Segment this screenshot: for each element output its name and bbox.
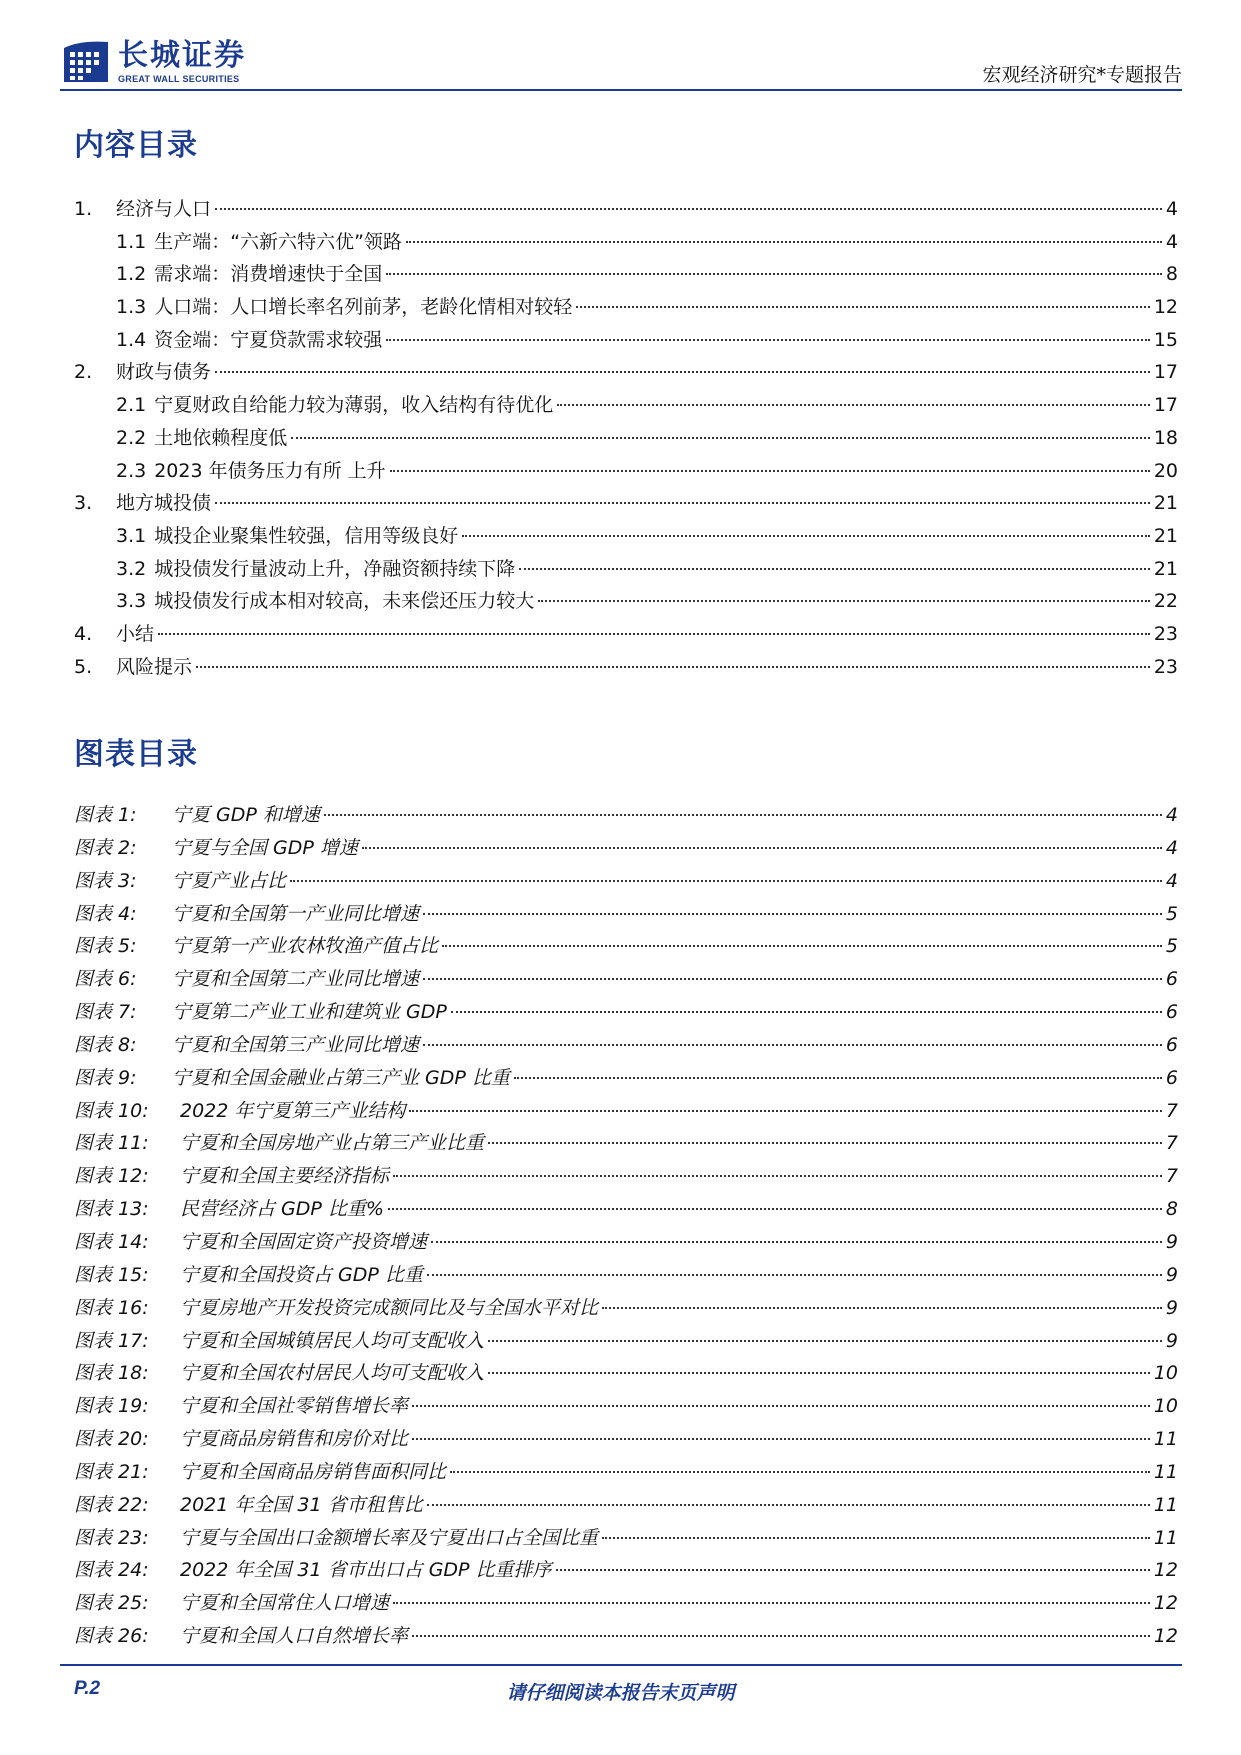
toc-entry-number: 3.: [74, 492, 93, 515]
dot-leader: [514, 1077, 1162, 1079]
toc-subsection-entry[interactable]: [74, 554, 1178, 587]
figure-label: 图表 21:: [74, 1460, 149, 1483]
toc-entry-title: 城投债发行量波动上升，净融资额持续下降: [154, 557, 516, 580]
dot-leader: [488, 1142, 1162, 1144]
dot-leader: [423, 913, 1162, 915]
figure-title: 宁夏和全国固定资产投资增速: [180, 1230, 428, 1253]
figure-title: 宁夏和全国主要经济指标: [180, 1165, 390, 1188]
toc-entry-title: 生产端：“六新六特六优”领路: [154, 230, 402, 253]
dot-leader: [431, 1241, 1162, 1243]
toc-entry-page: 23: [1153, 655, 1178, 678]
toc-entry-title: 宁夏财政自给能力较为薄弱，收入结构有待优化: [154, 394, 554, 417]
toc-entry-page: 4: [1165, 198, 1178, 220]
figure-page: 11: [1153, 1493, 1178, 1516]
toc-subsection-entry[interactable]: [74, 423, 1178, 456]
toc-entry-title: 人口端：人口增长率名列前茅，老龄化情相对较轻: [154, 296, 573, 319]
toc-entry-title: 小结: [116, 622, 155, 645]
figure-title: 宁夏与全国 GDP 增速: [172, 836, 358, 859]
figure-list-entry[interactable]: [74, 1457, 1178, 1490]
toc-entry-number: 2.2: [116, 426, 147, 449]
figure-label: 图表 17:: [74, 1329, 149, 1352]
figure-title: 2021 年全国 31 省市租售比: [180, 1493, 423, 1516]
figure-title: 宁夏和全国常住人口增速: [180, 1592, 390, 1615]
figure-label: 图表 26:: [74, 1625, 149, 1648]
toc-entry-number: 2.1: [116, 394, 147, 417]
figure-list-entry[interactable]: [74, 997, 1178, 1030]
toc-entry-title: 地方城投债: [116, 492, 212, 515]
figure-label: 图表 5:: [74, 935, 137, 958]
company-logo: [60, 38, 246, 86]
toc-entry-page: 22: [1153, 590, 1178, 613]
toc-entry-number: 1.1: [116, 230, 147, 253]
toc-entry-number: 3.1: [116, 524, 147, 547]
figure-title: 宁夏 GDP 和增速: [172, 804, 320, 826]
page-number: P.2: [74, 1678, 101, 1699]
figure-list-entry[interactable]: [74, 1260, 1178, 1293]
figure-label: 图表 8:: [74, 1033, 137, 1056]
figure-page: 11: [1153, 1428, 1178, 1451]
report-type: 宏观经济研究*专题报告: [982, 64, 1182, 86]
toc-entry-page: 21: [1153, 492, 1178, 515]
dot-leader: [386, 273, 1162, 275]
dot-leader: [557, 404, 1150, 406]
figure-title: 宁夏和全国第三产业同比增速: [172, 1033, 420, 1056]
dot-leader: [519, 568, 1150, 570]
toc-entry-number: 3.3: [116, 590, 147, 613]
toc-entry-page: 12: [1153, 296, 1178, 319]
figure-label: 图表 25:: [74, 1592, 149, 1615]
figure-page: 9: [1165, 1296, 1178, 1319]
figure-label: 图表 15:: [74, 1263, 149, 1286]
figure-list-entry[interactable]: [74, 833, 1178, 866]
toc-entry-title: 资金端：宁夏贷款需求较强: [154, 328, 383, 351]
toc-entry-number: 1.2: [116, 263, 147, 286]
figure-label: 图表 19:: [74, 1395, 149, 1418]
dot-leader: [215, 502, 1150, 504]
dot-leader: [158, 633, 1150, 635]
figure-label: 图表 1:: [74, 804, 137, 826]
figure-page: 7: [1165, 1099, 1178, 1122]
figure-list-entry[interactable]: [74, 1490, 1178, 1523]
figure-label: 图表 24:: [74, 1559, 149, 1582]
dot-leader: [386, 339, 1150, 341]
figure-list-entry[interactable]: [74, 899, 1178, 932]
toc-entry-number: 5.: [74, 655, 93, 678]
toc-subsection-entry[interactable]: [74, 456, 1178, 489]
dot-leader: [362, 847, 1162, 849]
dot-leader: [409, 1110, 1162, 1112]
toc-entry-title: 风险提示: [116, 655, 193, 678]
figure-label: 图表 22:: [74, 1493, 149, 1516]
great-wall-logo-icon: [60, 38, 112, 86]
figure-list-entry[interactable]: [74, 1358, 1178, 1391]
toc-entry-title: 城投企业聚集性较强，信用等级良好: [154, 524, 459, 547]
toc-section-entry[interactable]: [74, 488, 1178, 521]
toc-entry-page: 17: [1153, 361, 1178, 384]
figure-label: 图表 6:: [74, 968, 137, 991]
figure-page: 9: [1165, 1230, 1178, 1253]
figure-label: 图表 2:: [74, 836, 137, 859]
figure-page: 6: [1165, 1001, 1178, 1024]
toc-entry-title: 需求端：消费增速快于全国: [154, 263, 383, 286]
figure-page: 5: [1165, 902, 1178, 925]
figure-label: 图表 23:: [74, 1526, 149, 1549]
figure-page: 11: [1153, 1526, 1178, 1549]
figure-title: 民营经济占 GDP 比重%: [180, 1198, 384, 1221]
figure-title: 宁夏房地产开发投资完成额同比及与全国水平对比: [180, 1296, 599, 1319]
figure-list-entry[interactable]: [74, 931, 1178, 964]
disclaimer-note: 请仔细阅读本报告末页声明: [506, 1682, 735, 1704]
toc-entry-page: 15: [1153, 328, 1178, 351]
toc-title: 内容目录: [74, 128, 198, 163]
dot-leader: [215, 208, 1162, 210]
figure-page: 11: [1153, 1460, 1178, 1483]
toc-entry-title: 城投债发行成本相对较高，未来偿还压力较大: [154, 590, 535, 613]
figure-label: 图表 16:: [74, 1296, 149, 1319]
list-of-figures: [74, 800, 1178, 1654]
toc-entry-title: 土地依赖程度低: [154, 426, 288, 449]
figure-label: 图表 12:: [74, 1165, 149, 1188]
figure-title: 2022 年全国 31 省市出口占 GDP 比重排序: [180, 1559, 552, 1582]
figure-label: 图表 11:: [74, 1132, 149, 1155]
toc-entry-title: 经济与人口: [116, 198, 212, 220]
figure-title: 2022 年宁夏第三产业结构: [180, 1099, 406, 1122]
toc-subsection-entry[interactable]: [74, 227, 1178, 260]
figure-title: 宁夏和全国投资占 GDP 比重: [180, 1263, 423, 1286]
dot-leader: [427, 1274, 1162, 1276]
toc-section-entry[interactable]: [74, 619, 1178, 652]
figure-page: 10: [1153, 1362, 1178, 1385]
figure-list-entry[interactable]: [74, 800, 1178, 833]
figure-list-entry[interactable]: [74, 1128, 1178, 1161]
dot-leader: [412, 1438, 1150, 1440]
figure-page: 6: [1165, 1066, 1178, 1089]
figure-title: 宁夏和全国商品房销售面积同比: [180, 1460, 447, 1483]
toc-entry-page: 4: [1165, 230, 1178, 253]
figure-page: 12: [1153, 1592, 1178, 1615]
figure-label: 图表 14:: [74, 1230, 149, 1253]
figure-list-entry[interactable]: [74, 1621, 1178, 1654]
figure-list-entry[interactable]: [74, 1424, 1178, 1457]
figure-list-entry[interactable]: [74, 866, 1178, 899]
toc-entry-page: 8: [1165, 263, 1178, 286]
figure-page: 12: [1153, 1559, 1178, 1582]
page-header: [60, 38, 1182, 94]
dot-leader: [602, 1307, 1162, 1309]
dot-leader: [324, 814, 1162, 816]
figure-label: 图表 13:: [74, 1198, 149, 1221]
figure-label: 图表 9:: [74, 1066, 137, 1089]
figure-list-entry[interactable]: [74, 1555, 1178, 1588]
figure-title: 宁夏产业占比: [172, 869, 287, 892]
figure-label: 图表 18:: [74, 1362, 149, 1385]
dot-leader: [450, 1471, 1150, 1473]
toc-section-entry[interactable]: [74, 357, 1178, 390]
figure-title: 宁夏和全国社零销售增长率: [180, 1395, 409, 1418]
figure-list-entry[interactable]: [74, 1588, 1178, 1621]
toc-entry-number: 1.3: [116, 296, 147, 319]
dot-leader: [412, 1635, 1150, 1637]
figure-list-entry[interactable]: [74, 1161, 1178, 1194]
toc-section-entry[interactable]: [74, 194, 1178, 227]
list-of-figures-title: 图表目录: [74, 737, 198, 772]
dot-leader: [423, 1044, 1162, 1046]
toc-subsection-entry[interactable]: [74, 292, 1178, 325]
figure-title: 宁夏和全国金融业占第三产业 GDP 比重: [172, 1066, 510, 1089]
figure-page: 5: [1165, 935, 1178, 958]
toc-subsection-entry[interactable]: [74, 259, 1178, 292]
figure-title: 宁夏和全国人口自然增长率: [180, 1625, 409, 1648]
toc-entry-number: 2.3: [116, 459, 147, 482]
dot-leader: [412, 1405, 1150, 1407]
toc-entry-number: 1.: [74, 198, 93, 220]
logo-chinese-name: 长城证券: [118, 38, 246, 73]
toc-entry-number: 3.2: [116, 557, 147, 580]
figure-label: 图表 10:: [74, 1099, 149, 1122]
toc-subsection-entry[interactable]: [74, 390, 1178, 423]
figure-list-entry[interactable]: [74, 1063, 1178, 1096]
dot-leader: [388, 1208, 1162, 1210]
toc-subsection-entry[interactable]: [74, 521, 1178, 554]
figure-list-entry[interactable]: [74, 1293, 1178, 1326]
toc-entry-number: 1.4: [116, 328, 147, 351]
toc-entry-page: 21: [1153, 557, 1178, 580]
dot-leader: [462, 535, 1150, 537]
figure-title: 宁夏第一产业农林牧渔产值占比: [172, 935, 439, 958]
figure-title: 宁夏和全国城镇居民人均可支配收入: [180, 1329, 485, 1352]
dot-leader: [393, 1602, 1150, 1604]
figure-label: 图表 3:: [74, 869, 137, 892]
dot-leader: [291, 437, 1150, 439]
dot-leader: [390, 470, 1150, 472]
figure-title: 宁夏和全国第二产业同比增速: [172, 968, 420, 991]
dot-leader: [423, 978, 1162, 980]
figure-title: 宁夏和全国第一产业同比增速: [172, 902, 420, 925]
dot-leader: [442, 945, 1162, 947]
toc-entry-page: 21: [1153, 524, 1178, 547]
dot-leader: [406, 241, 1162, 243]
toc-entry-page: 20: [1153, 459, 1178, 482]
figure-label: 图表 20:: [74, 1428, 149, 1451]
figure-title: 宁夏商品房销售和房价对比: [180, 1428, 409, 1451]
figure-list-entry[interactable]: [74, 1030, 1178, 1063]
toc-entry-page: 23: [1153, 622, 1178, 645]
figure-list-entry[interactable]: [74, 1391, 1178, 1424]
table-of-contents: [74, 194, 1178, 684]
toc-subsection-entry[interactable]: [74, 325, 1178, 358]
toc-entry-title: 2023 年债务压力有所 上升: [154, 459, 386, 482]
figure-title: 宁夏和全国农村居民人均可支配收入: [180, 1362, 485, 1385]
dot-leader: [488, 1340, 1162, 1342]
dot-leader: [427, 1504, 1150, 1506]
figure-page: 6: [1165, 968, 1178, 991]
figure-label: 图表 4:: [74, 902, 137, 925]
dot-leader: [451, 1011, 1162, 1013]
logo-english-name: GREAT WALL SECURITIES: [118, 74, 240, 84]
figure-list-entry[interactable]: [74, 1523, 1178, 1556]
dot-leader: [215, 371, 1150, 373]
figure-title: 宁夏和全国房地产业占第三产业比重: [180, 1132, 485, 1155]
figure-page: 4: [1165, 869, 1178, 892]
header-divider: [60, 89, 1182, 91]
dot-leader: [196, 666, 1150, 668]
figure-list-entry[interactable]: [74, 1194, 1178, 1227]
dot-leader: [538, 600, 1150, 602]
toc-subsection-entry[interactable]: [74, 586, 1178, 619]
figure-title: 宁夏与全国出口金额增长率及宁夏出口占全国比重: [180, 1526, 599, 1549]
figure-page: 4: [1165, 836, 1178, 859]
dot-leader: [488, 1372, 1150, 1374]
toc-entry-number: 4.: [74, 622, 93, 645]
figure-page: 4: [1165, 804, 1178, 826]
figure-page: 12: [1153, 1625, 1178, 1648]
figure-page: 10: [1153, 1395, 1178, 1418]
figure-list-entry[interactable]: [74, 964, 1178, 997]
dot-leader: [576, 306, 1150, 308]
figure-list-entry[interactable]: [74, 1227, 1178, 1260]
figure-label: 图表 7:: [74, 1001, 137, 1024]
toc-entry-title: 财政与债务: [116, 361, 212, 384]
dot-leader: [290, 880, 1162, 882]
figure-page: 7: [1165, 1132, 1178, 1155]
dot-leader: [602, 1537, 1150, 1539]
figure-list-entry[interactable]: [74, 1326, 1178, 1359]
figure-page: 9: [1165, 1263, 1178, 1286]
figure-page: 8: [1165, 1198, 1178, 1221]
figure-list-entry[interactable]: [74, 1096, 1178, 1129]
toc-section-entry[interactable]: [74, 652, 1178, 685]
toc-entry-page: 17: [1153, 394, 1178, 417]
dot-leader: [393, 1175, 1162, 1177]
dot-leader: [556, 1569, 1150, 1571]
toc-entry-number: 2.: [74, 361, 93, 384]
figure-page: 6: [1165, 1033, 1178, 1056]
footer-divider: [60, 1664, 1182, 1666]
toc-entry-page: 18: [1153, 426, 1178, 449]
figure-title: 宁夏第二产业工业和建筑业 GDP: [172, 1001, 447, 1024]
figure-page: 7: [1165, 1165, 1178, 1188]
figure-page: 9: [1165, 1329, 1178, 1352]
